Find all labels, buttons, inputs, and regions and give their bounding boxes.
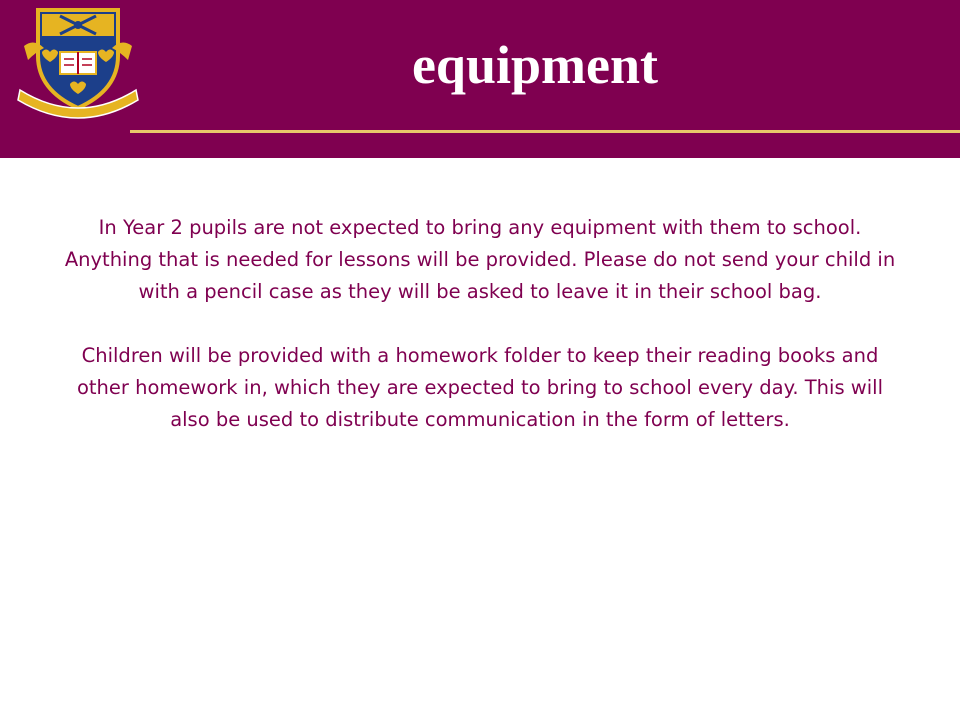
school-crest-icon [14, 2, 142, 120]
paragraph-equipment: In Year 2 pupils are not expected to bring any equipment with them to school. Anything that is needed for lessons will be provided. Please do not send your child in with a pencil case as they will be asked to leave it in their school bag. [64, 216, 896, 303]
slide-title: equipment [411, 35, 659, 95]
slide-body [60, 212, 900, 436]
header-banner [0, 0, 960, 158]
gold-divider-line [130, 130, 960, 133]
paragraph-homework-folder: Children will be provided with a homework folder to keep their reading books and other homework in, which they are expected to bring to school every day. This will also be used to distribute communication in the form of letters. [76, 344, 883, 431]
